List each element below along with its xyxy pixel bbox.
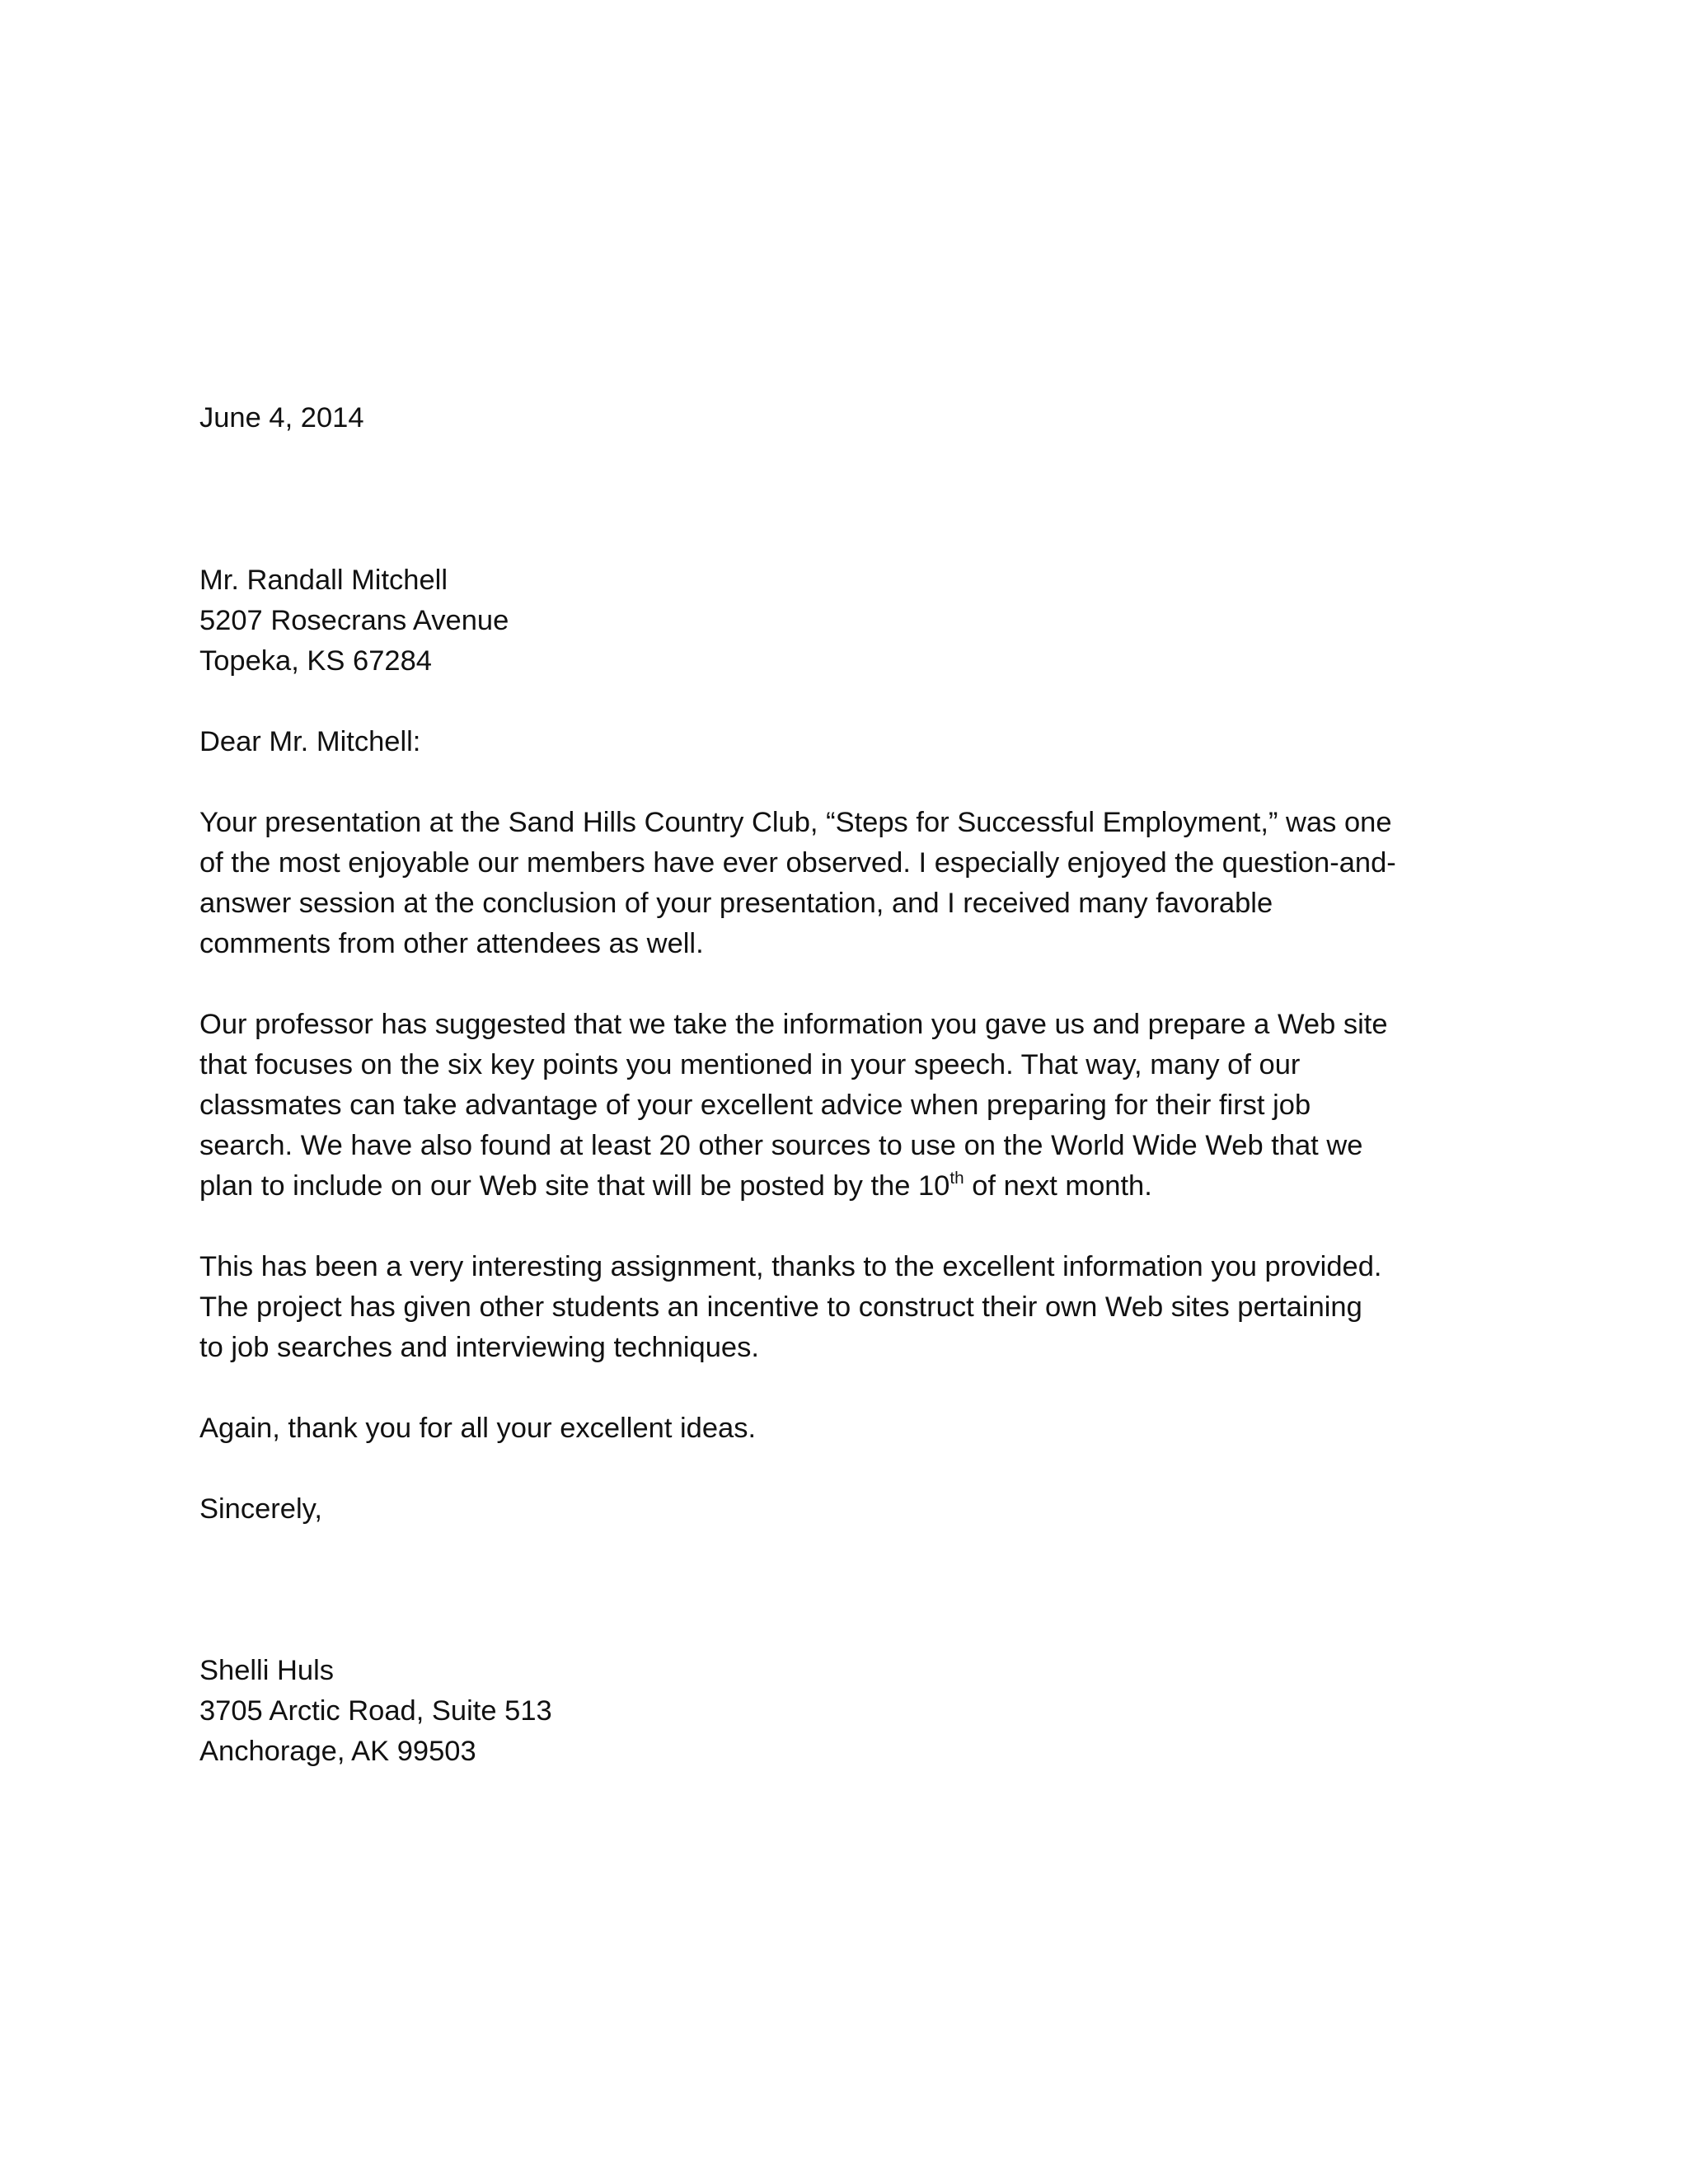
paragraph-line: that focuses on the six key points you mentioned in your speech. That way, many of our — [199, 1049, 1301, 1080]
sender-city-state-zip: Anchorage, AK 99503 — [199, 1736, 476, 1767]
sender-name: Shelli Huls — [199, 1655, 334, 1686]
paragraph-line: answer session at the conclusion of your presentation, and I received many favorable — [199, 888, 1273, 919]
paragraph-line: comments from other attendees as well. — [199, 928, 704, 959]
closing: Sincerely, — [199, 1493, 322, 1525]
salutation: Dear Mr. Mitchell: — [199, 726, 421, 757]
paragraph-line: search. We have also found at least 20 other sources to use on the World Wide Web that we — [199, 1130, 1363, 1161]
paragraph-line — [199, 1166, 1502, 1207]
paragraph-line: classmates can take advantage of your excellent advice when preparing for their first job — [199, 1090, 1311, 1121]
spacer — [199, 1449, 1502, 1489]
paragraph-line: Our professor has suggested that we take the information you gave us and prepare a Web site — [199, 1009, 1388, 1040]
recipient-street: 5207 Rosecrans Avenue — [199, 605, 509, 636]
recipient-address — [199, 560, 1502, 682]
paragraph-line: This has been a very interesting assignment, thanks to the excellent information you provided. — [199, 1251, 1382, 1282]
body-paragraph-3 — [199, 1247, 1502, 1368]
ordinal-superscript: th — [950, 1168, 964, 1188]
letter-date: June 4, 2014 — [199, 402, 364, 434]
body-paragraph-4: Again, thank you for all your excellent ideas. — [199, 1413, 757, 1444]
spacer — [199, 964, 1502, 1005]
paragraph-line: of the most enjoyable our members have ever observed. I especially enjoyed the question-and- — [199, 847, 1396, 879]
letter-body — [199, 398, 1502, 1772]
paragraph-line: Your presentation at the Sand Hills Country Club, “Steps for Successful Employment,” was one — [199, 807, 1392, 838]
spacer — [199, 682, 1502, 722]
paragraph-line: The project has given other students an incentive to construct their own Web sites pertaining — [199, 1291, 1362, 1323]
paragraph-line: to job searches and interviewing techniques. — [199, 1332, 759, 1363]
sender-street: 3705 Arctic Road, Suite 513 — [199, 1695, 552, 1727]
recipient-city-state-zip: Topeka, KS 67284 — [199, 645, 432, 677]
body-paragraph-1 — [199, 803, 1502, 964]
body-paragraph-2 — [199, 1005, 1502, 1207]
sender-address — [199, 1651, 1502, 1772]
paragraph-text: plan to include on our Web site that will be posted by the 10 — [199, 1170, 950, 1202]
spacer — [199, 438, 1502, 560]
spacer — [199, 1368, 1502, 1408]
spacer — [199, 762, 1502, 803]
recipient-name: Mr. Randall Mitchell — [199, 565, 448, 596]
spacer — [199, 1207, 1502, 1247]
signature-space — [199, 1530, 1502, 1651]
paragraph-text: of next month. — [964, 1170, 1152, 1202]
